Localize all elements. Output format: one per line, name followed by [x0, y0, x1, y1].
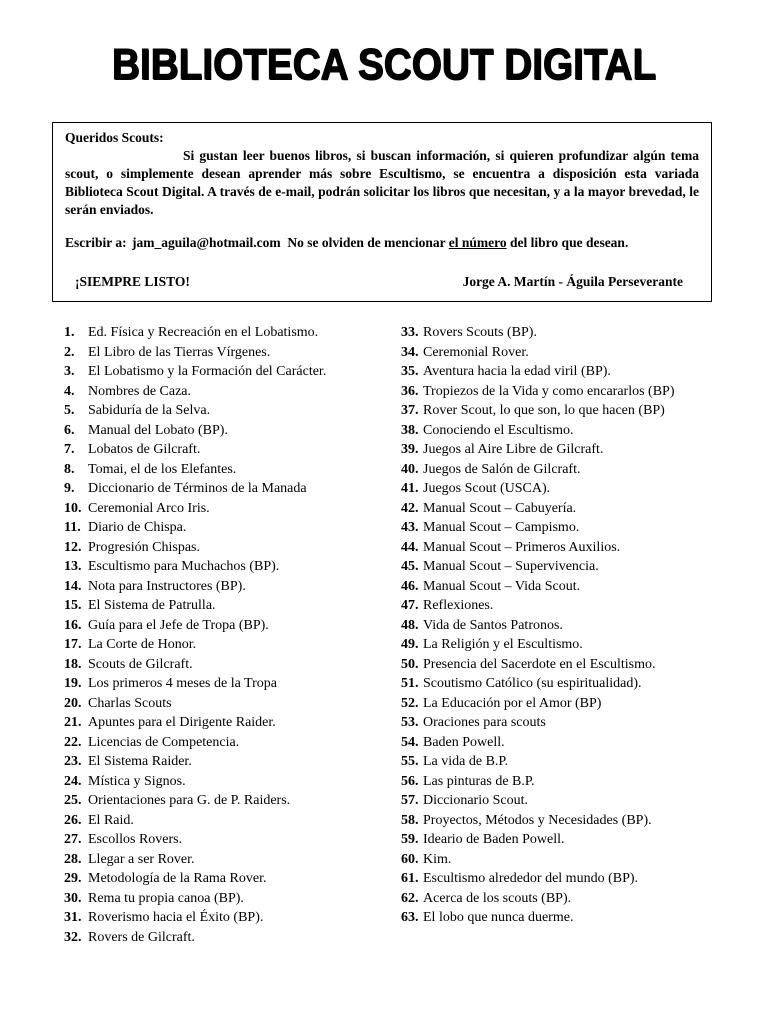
book-title: Oraciones para scouts — [423, 715, 546, 730]
book-title: El Raid. — [88, 812, 134, 828]
book-list-item — [401, 343, 721, 363]
book-title: Kim. — [423, 851, 452, 867]
book-number: 18. — [64, 656, 82, 672]
book-list-item — [401, 401, 721, 421]
book-number: 23. — [64, 754, 82, 769]
book-number: 41. — [401, 481, 419, 496]
book-list-item — [401, 694, 721, 714]
book-list-item — [64, 518, 384, 538]
book-title: Los primeros 4 meses de la Tropa — [88, 676, 277, 691]
book-number: 34. — [401, 344, 419, 360]
greeting: Queridos Scouts: — [65, 130, 164, 145]
book-title: Guía para el Jefe de Tropa (BP). — [88, 617, 269, 633]
book-title: Tomai, el de los Elefantes. — [88, 461, 237, 477]
book-list-item — [64, 889, 384, 909]
book-number: 19. — [64, 676, 82, 691]
book-number: 32. — [64, 929, 82, 945]
book-list-item — [64, 713, 384, 733]
book-number: 31. — [64, 910, 82, 925]
book-title: Escollos Rovers. — [88, 832, 183, 847]
book-list-item — [64, 440, 384, 460]
book-title: El Sistema Raider. — [88, 754, 192, 769]
book-title: Roverismo hacia el Éxito (BP). — [88, 910, 264, 925]
book-title: Charlas Scouts — [88, 695, 172, 711]
book-list-item — [401, 752, 721, 772]
book-list-item — [401, 460, 721, 480]
book-number: 54. — [401, 734, 419, 750]
book-list-item — [401, 440, 721, 460]
book-list-item — [64, 362, 384, 382]
book-number: 16. — [64, 617, 82, 633]
book-list-item — [64, 596, 384, 616]
book-title: El Sistema de Patrulla. — [88, 598, 216, 613]
book-list-item — [64, 694, 384, 714]
book-title: Manual Scout – Primeros Auxilios. — [423, 539, 621, 555]
book-list-item — [401, 499, 721, 519]
book-title: Reflexiones. — [423, 598, 494, 613]
book-title: Ed. Física y Recreación en el Lobatismo. — [88, 325, 319, 340]
book-number: 55. — [401, 754, 419, 769]
book-number: 27. — [64, 832, 82, 847]
book-number: 11. — [64, 520, 81, 535]
book-number: 49. — [401, 637, 419, 652]
book-list-item — [401, 362, 721, 382]
book-title: Scoutismo Católico (su espiritualidad). — [423, 676, 642, 691]
book-list-item — [401, 733, 721, 753]
book-number: 57. — [401, 793, 419, 808]
book-list-item — [401, 382, 721, 402]
book-title: Tropiezos de la Vida y como encararlos (BP) — [423, 383, 675, 399]
book-list-item — [401, 889, 721, 909]
book-number: 61. — [401, 871, 419, 886]
book-number: 12. — [64, 539, 82, 555]
book-title: Diccionario de Términos de la Manada — [88, 481, 307, 496]
book-list-item — [401, 323, 721, 343]
book-number: 47. — [401, 598, 419, 613]
book-number: 4. — [64, 383, 75, 399]
book-title: Baden Powell. — [423, 734, 505, 750]
book-title: Manual Scout – Supervivencia. — [423, 559, 599, 574]
book-list-item — [64, 479, 384, 499]
book-list-item — [401, 811, 721, 831]
book-number: 10. — [64, 500, 82, 516]
book-title: Manual Scout – Vida Scout. — [423, 578, 581, 594]
book-number: 44. — [401, 539, 419, 555]
book-title: Manual del Lobato (BP). — [88, 422, 228, 438]
book-list-item — [64, 752, 384, 772]
book-number: 29. — [64, 871, 82, 886]
contact-email[interactable]: jam_aguila@hotmail.com — [132, 235, 281, 250]
book-list-item — [64, 401, 384, 421]
book-list-item — [64, 616, 384, 636]
book-list-item — [64, 655, 384, 675]
book-title: Progresión Chispas. — [88, 539, 200, 555]
book-number: 37. — [401, 403, 419, 418]
book-list-item — [64, 557, 384, 577]
contact-note-underlined: el número — [448, 235, 507, 250]
book-number: 21. — [64, 715, 82, 730]
book-list-item — [401, 538, 721, 558]
book-title: La Religión y el Escultismo. — [423, 637, 583, 652]
book-number: 6. — [64, 422, 75, 438]
book-title: Manual Scout – Campismo. — [423, 520, 580, 535]
book-title: El Lobatismo y la Formación del Carácter. — [88, 364, 327, 379]
book-title: Proyectos, Métodos y Necesidades (BP). — [423, 812, 652, 828]
book-number: 53. — [401, 715, 419, 730]
book-title: Juegos de Salón de Gilcraft. — [423, 461, 581, 477]
contact-label: Escribir a: — [65, 235, 127, 250]
book-title: Juegos Scout (USCA). — [423, 481, 551, 496]
book-title: Conociendo el Escultismo. — [423, 422, 574, 438]
book-list-item — [64, 323, 384, 343]
book-number: 15. — [64, 598, 82, 613]
book-list-item — [401, 674, 721, 694]
book-title: Ceremonial Rover. — [423, 344, 529, 360]
book-number: 14. — [64, 578, 82, 594]
intro-message: Si gustan leer buenos libros, si buscan información, si quieren profundizar algún tema scout, o simplemente desean aprender más sobre Escultismo, se encuentra a disposición esta variada Biblioteca Scout Digital. A través de e-mail, podrán solicitar los libros que necesitan, y a la mayor brevedad, le serán enviados. — [65, 148, 699, 217]
book-number: 8. — [64, 461, 75, 477]
book-number: 36. — [401, 383, 419, 399]
book-list-item — [64, 499, 384, 519]
book-list-right-column — [401, 323, 721, 928]
book-number: 60. — [401, 851, 419, 867]
book-title: Metodología de la Rama Rover. — [88, 871, 267, 886]
book-list-item — [401, 577, 721, 597]
book-number: 1. — [64, 325, 75, 340]
book-number: 35. — [401, 364, 419, 379]
book-list-item — [64, 421, 384, 441]
book-number: 26. — [64, 812, 82, 828]
book-number: 39. — [401, 442, 419, 457]
book-number: 56. — [401, 773, 419, 789]
page-title: BIBLIOTECA SCOUT DIGITAL — [111, 40, 657, 89]
book-number: 50. — [401, 656, 419, 672]
book-number: 24. — [64, 773, 82, 789]
book-list-item — [64, 538, 384, 558]
book-title: Scouts de Gilcraft. — [88, 656, 193, 672]
book-list-item — [401, 713, 721, 733]
book-number: 25. — [64, 793, 82, 808]
book-number: 13. — [64, 559, 82, 574]
book-title: Rovers Scouts (BP). — [423, 325, 537, 340]
book-title: Nombres de Caza. — [88, 383, 192, 399]
book-title: Nota para Instructores (BP). — [88, 578, 246, 594]
contact-note-before: No se olviden de mencionar — [287, 235, 446, 250]
book-list-item — [64, 674, 384, 694]
book-title: Ceremonial Arco Iris. — [88, 500, 210, 516]
book-list-item — [401, 518, 721, 538]
book-list-item — [64, 850, 384, 870]
book-number: 30. — [64, 890, 82, 906]
book-number: 46. — [401, 578, 419, 594]
book-title: Presencia del Sacerdote en el Escultismo. — [423, 656, 656, 672]
book-list-item — [64, 791, 384, 811]
book-title: Diario de Chispa. — [88, 520, 187, 535]
book-number: 42. — [401, 500, 419, 516]
book-title: Diccionario Scout. — [423, 793, 528, 808]
book-list-item — [64, 733, 384, 753]
book-number: 63. — [401, 910, 419, 925]
book-number: 20. — [64, 695, 82, 711]
motto: ¡SIEMPRE LISTO! — [75, 274, 190, 289]
book-list-item — [401, 557, 721, 577]
book-title: La Educación por el Amor (BP) — [423, 695, 602, 711]
book-list-item — [401, 830, 721, 850]
book-list-item — [401, 908, 721, 928]
book-title: Las pinturas de B.P. — [423, 773, 535, 789]
signature-row — [75, 273, 689, 291]
book-number: 48. — [401, 617, 419, 633]
book-title: Orientaciones para G. de P. Raiders. — [88, 793, 291, 808]
book-list-left-column — [64, 323, 384, 947]
book-title: Vida de Santos Patronos. — [423, 617, 563, 633]
book-list-item — [64, 869, 384, 889]
book-number: 33. — [401, 325, 419, 340]
book-list-item — [401, 655, 721, 675]
book-list-item — [401, 479, 721, 499]
book-list-item — [64, 382, 384, 402]
book-list-item — [64, 908, 384, 928]
book-list-item — [64, 928, 384, 948]
book-number: 28. — [64, 851, 82, 867]
book-number: 43. — [401, 520, 419, 535]
book-title: Juegos al Aire Libre de Gilcraft. — [423, 442, 604, 457]
book-number: 59. — [401, 832, 419, 847]
book-number: 2. — [64, 344, 75, 360]
author-signature: Jorge A. Martín - Águila Perseverante — [462, 274, 683, 289]
book-number: 62. — [401, 890, 419, 906]
book-list-item — [401, 596, 721, 616]
book-list-item — [64, 811, 384, 831]
book-list-item — [64, 577, 384, 597]
book-number: 5. — [64, 403, 75, 418]
intro-box — [52, 122, 712, 302]
book-number: 38. — [401, 422, 419, 438]
book-list-item — [401, 616, 721, 636]
book-number: 9. — [64, 481, 75, 496]
book-title: Aventura hacia la edad viril (BP). — [423, 364, 611, 379]
book-title: Rovers de Gilcraft. — [88, 929, 195, 945]
book-title: La vida de B.P. — [423, 754, 509, 769]
book-number: 45. — [401, 559, 419, 574]
book-number: 58. — [401, 812, 419, 828]
book-number: 51. — [401, 676, 419, 691]
book-number: 22. — [64, 734, 82, 750]
book-title: Apuntes para el Dirigente Raider. — [88, 715, 276, 730]
contact-note-after: del libro que desean. — [510, 235, 629, 250]
book-title: Sabiduría de la Selva. — [88, 403, 211, 418]
contact-note — [284, 235, 628, 250]
book-list-item — [64, 460, 384, 480]
book-title: Escultismo para Muchachos (BP). — [88, 559, 280, 574]
book-title: Rema tu propia canoa (BP). — [88, 890, 244, 906]
book-list-item — [401, 869, 721, 889]
book-title: Escultismo alrededor del mundo (BP). — [423, 871, 639, 886]
book-title: La Corte de Honor. — [88, 637, 197, 652]
book-list-item — [401, 772, 721, 792]
contact-line — [65, 234, 699, 252]
book-title: Rover Scout, lo que son, lo que hacen (BP) — [423, 403, 665, 418]
book-number: 7. — [64, 442, 75, 457]
book-list-item — [401, 850, 721, 870]
book-list-item — [64, 343, 384, 363]
book-list-item — [64, 830, 384, 850]
book-list-item — [64, 772, 384, 792]
book-title: Lobatos de Gilcraft. — [88, 442, 201, 457]
book-title: Llegar a ser Rover. — [88, 851, 195, 867]
book-number: 52. — [401, 695, 419, 711]
book-title: Manual Scout – Cabuyería. — [423, 500, 577, 516]
book-title: Ideario de Baden Powell. — [423, 832, 565, 847]
book-title: El Libro de las Tierras Vírgenes. — [88, 344, 271, 360]
book-title: Mística y Signos. — [88, 773, 186, 789]
book-title: El lobo que nunca duerme. — [423, 910, 574, 925]
book-number: 40. — [401, 461, 419, 477]
book-list-item — [401, 635, 721, 655]
book-title: Licencias de Competencia. — [88, 734, 240, 750]
book-list-item — [401, 791, 721, 811]
book-number: 3. — [64, 364, 75, 379]
book-number: 17. — [64, 637, 82, 652]
book-title: Acerca de los scouts (BP). — [423, 890, 572, 906]
book-list-item — [401, 421, 721, 441]
book-list-item — [64, 635, 384, 655]
